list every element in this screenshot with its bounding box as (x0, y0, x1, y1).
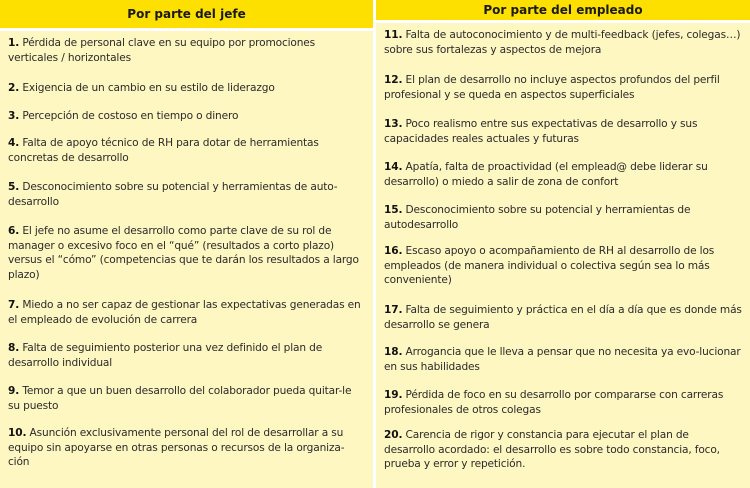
list-item (8, 341, 365, 384)
column-empleado (376, 0, 750, 488)
item-text: Pérdida de foco en su desarrollo por compararse con carreras profesionales de otros colegas (384, 389, 724, 416)
list-item (384, 345, 742, 388)
item-number: 8. (8, 342, 20, 354)
item-number: 14. (384, 161, 403, 173)
item-text: Pérdida de personal clave en su equipo por promociones verticales / horizontales (8, 37, 316, 64)
column-body-jefe (0, 31, 373, 488)
item-text: Falta de seguimiento posterior una vez definido el plan de desarrollo individual (8, 342, 323, 369)
list-item (8, 384, 365, 426)
item-number: 13. (384, 118, 403, 130)
item-number: 19. (384, 389, 403, 401)
item-text: El jefe no asume el desarrollo como parte clave de su rol de manager o excesivo foco en el “qué” (resultados a corto plazo) versus el “cómo” (competencias que te darán los resultados a largo plazo) (8, 225, 359, 281)
item-number: 20. (384, 429, 403, 441)
item-number: 18. (384, 346, 403, 358)
list-item (384, 117, 742, 160)
list-item (384, 244, 742, 303)
list-item (8, 81, 365, 109)
column-header-jefe: Por parte del jefe (0, 0, 373, 28)
item-number: 2. (8, 82, 20, 94)
item-number: 10. (8, 427, 27, 439)
list-item (8, 298, 365, 341)
item-number: 4. (8, 137, 20, 149)
item-text: Temor a que un buen desarrollo del colaborador pueda quitar-le su puesto (8, 385, 352, 412)
item-text: Falta de apoyo técnico de RH para dotar de herramientas concretas de desarrollo (8, 137, 319, 164)
item-text: Falta de seguimiento y práctica en el día a día que es donde más desarrollo se genera (384, 304, 742, 331)
item-number: 11. (384, 29, 403, 41)
item-text: Desconocimiento sobre su potencial y herramientas de auto-desarrollo (8, 181, 338, 208)
item-text: Percepción de costoso en tiempo o dinero (22, 110, 239, 122)
item-number: 16. (384, 245, 403, 257)
item-number: 6. (8, 225, 20, 237)
list-item (384, 73, 742, 117)
list-item (8, 180, 365, 224)
list-item (384, 203, 742, 244)
column-jefe (0, 0, 373, 488)
column-header-empleado: Por parte del empleado (376, 0, 750, 20)
item-number: 9. (8, 385, 20, 397)
item-number: 5. (8, 181, 20, 193)
list-item (384, 428, 742, 488)
item-number: 17. (384, 304, 403, 316)
item-text: Poco realismo entre sus expectativas de desarrollo y sus capacidades reales actuales y futuras (384, 118, 698, 145)
item-text: Miedo a no ser capaz de gestionar las expectativas generadas en el empleado de evolución de carrera (8, 299, 361, 326)
item-text: Carencia de rigor y constancia para ejecutar el plan de desarrollo acordado: el desarrollo es sobre todo constancia, foco, prueba y error y repetición. (384, 429, 720, 471)
item-text: Arrogancia que le lleva a pensar que no necesita ya evo-lucionar en sus habilidades (384, 346, 741, 373)
list-item (8, 109, 365, 136)
item-text: Asunción exclusivamente personal del rol de desarrollar a su equipo sin apoyarse en otras personas o recursos de la organiza-ción (8, 427, 345, 469)
item-number: 1. (8, 37, 20, 49)
list-item (8, 136, 365, 180)
list-item (384, 303, 742, 345)
column-body-empleado (376, 23, 750, 488)
item-text: Falta de autoconocimiento y de multi-feedback (jefes, colegas…) sobre sus fortalezas y aspectos de mejora (384, 29, 741, 56)
item-text: Desconocimiento sobre su potencial y herramientas de autodesarrollo (384, 204, 691, 231)
list-item (384, 160, 742, 203)
item-number: 12. (384, 74, 403, 86)
list-item (384, 28, 742, 73)
item-text: El plan de desarrollo no incluye aspectos profundos del perfil profesional y se queda en aspectos superficiales (384, 74, 720, 101)
list-item (384, 388, 742, 428)
item-number: 3. (8, 110, 20, 122)
list-item (8, 224, 365, 298)
item-text: Apatía, falta de proactividad (el emplead@ debe liderar su desarrollo) o miedo a salir de zona de confort (384, 161, 708, 188)
item-number: 7. (8, 299, 20, 311)
list-item (8, 36, 365, 81)
item-text: Exigencia de un cambio en su estilo de liderazgo (22, 82, 275, 94)
item-text: Escaso apoyo o acompañamiento de RH al desarrollo de los empleados (de manera individual o colectiva según sea lo más conveniente) (384, 245, 715, 287)
item-number: 15. (384, 204, 403, 216)
list-item (8, 426, 365, 486)
